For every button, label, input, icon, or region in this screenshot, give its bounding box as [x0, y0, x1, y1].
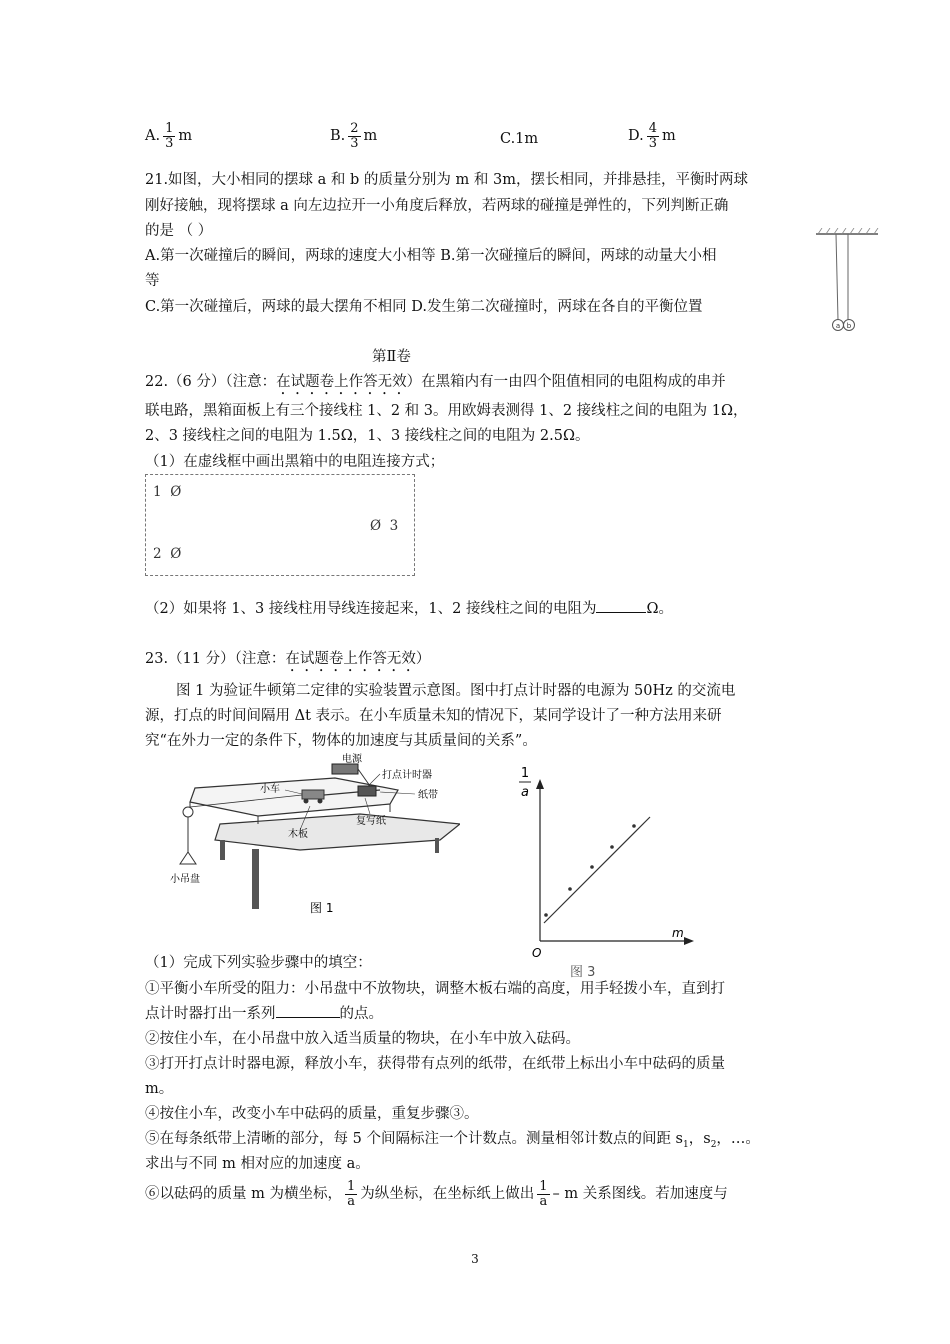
terminal-3: Ø 3 — [370, 518, 399, 534]
svg-text:木板: 木板 — [288, 829, 308, 840]
q23-step-1-b: 点计时器打出一系列 的点。 — [145, 1002, 383, 1023]
q21-text-3: 的是 （ ） — [145, 223, 213, 239]
svg-text:m: m — [672, 926, 684, 940]
data-point — [590, 865, 594, 869]
q22-text-3: 2、3 接线柱之间的电阻为 1.5Ω，1、3 接线柱之间的电阻为 2.5Ω。 — [145, 428, 590, 444]
q22-text-2: 联电路，黑箱面板上有三个接线柱 1、2 和 3。用欧姆表测得 1、2 接线柱之间的电阻为 1Ω， — [145, 403, 748, 419]
q23-step-1-a: ①平衡小车所受的阻力：小吊盘中不放物块，调整木板右端的高度，用手轻拨小车，直到打 — [145, 981, 725, 997]
svg-text:a: a — [521, 785, 529, 800]
svg-text:b: b — [846, 322, 852, 330]
svg-text:打点计时器: 打点计时器 — [382, 770, 432, 781]
apparatus-figure — [160, 752, 460, 922]
svg-text:小吊盘: 小吊盘 — [170, 874, 200, 885]
option-a: A. $\frac{1}{3}$ m — [145, 121, 193, 151]
option-b: B. $\frac{2}{3}$ m — [330, 121, 378, 151]
svg-text:图 3: 图 3 — [570, 965, 596, 980]
svg-text:图 1: 图 1 — [310, 901, 334, 915]
q23-heading: 23.（11 分）（注意：在试题卷上作答无效） — [145, 651, 431, 667]
terminal-2: 2 Ø — [153, 546, 182, 562]
svg-text:O: O — [532, 946, 542, 960]
svg-text:复写纸: 复写纸 — [356, 816, 386, 827]
q21-option-cd: C.第一次碰撞后，两球的最大摆角不相同 D.发生第二次碰撞时，两球在各自的平衡位置 — [145, 299, 703, 315]
data-point — [544, 913, 548, 917]
q21-option-ab: A.第一次碰撞后的瞬间，两球的速度大小相等 B.第一次碰撞后的瞬间，两球的动量大小相 — [145, 248, 717, 264]
data-point — [610, 845, 614, 849]
section-title: 第Ⅱ卷 — [372, 349, 411, 365]
q21-text-1: 21.如图，大小相同的摆球 a 和 b 的质量分别为 m 和 3m，摆长相同，并排悬挂，平衡时两球 — [145, 172, 748, 188]
q23-para-2: 源，打点的时间间隔用 Δt 表示。在小车质量未知的情况下，某同学设计了一种方法用来研 — [145, 708, 722, 724]
q22-subquestion-1: （1）在虚线框中画出黑箱中的电阻连接方式； — [145, 454, 445, 470]
q23-step-4: ④按住小车，改变小车中砝码的质量，重复步骤③。 — [145, 1106, 479, 1122]
fit-line — [544, 817, 650, 923]
svg-text:1: 1 — [520, 766, 530, 781]
q22-subquestion-2: （2）如果将 1、3 接线柱用导线连接起来，1、2 接线柱之间的电阻为 Ω。 — [145, 597, 673, 618]
q23-para-1: 图 1 为验证牛顿第二定律的实验装置示意图。图中打点计时器的电源为 50Hz 的交流电 — [176, 683, 736, 699]
answer-blank — [276, 1003, 340, 1019]
svg-text:电源: 电源 — [342, 754, 362, 765]
q23-step-5-a: ⑤在每条纸带上清晰的部分，每 5 个间隔标注一个计数点。测量相邻计数点的间距 $s_1$，$s_2$，…。 — [145, 1131, 760, 1150]
option-c: C.1m — [500, 131, 539, 147]
terminal-1: 1 Ø — [153, 484, 182, 500]
q22-heading: 22.（6 分）（注意：在试题卷上作答无效）在黑箱内有一由四个阻值相同的电阻构成的串并 — [145, 374, 726, 390]
data-point — [632, 824, 636, 828]
data-point — [568, 887, 572, 891]
q23-step-3-b: m。 — [145, 1081, 174, 1097]
q23-steps-title: （1）完成下列实验步骤中的填空： — [145, 955, 372, 971]
q23-step-2: ②按住小车，在小吊盘中放入适当质量的物块，在小车中放入砝码。 — [145, 1031, 580, 1047]
q23-step-3-a: ③打开打点计时器电源，释放小车，获得带有点列的纸带，在纸带上标出小车中砝码的质量 — [145, 1056, 725, 1072]
q21-option-ab-cont: 等 — [145, 273, 160, 289]
pendulum-figure — [812, 228, 882, 338]
svg-text:a: a — [835, 322, 841, 330]
option-d: D. $\frac{4}{3}$ m — [628, 121, 676, 151]
svg-text:小车: 小车 — [260, 784, 280, 795]
page-number: 3 — [471, 1252, 479, 1266]
data-points — [544, 824, 636, 917]
svg-text:纸带: 纸带 — [418, 790, 438, 801]
q23-step-6: ⑥以砝码的质量 m 为横坐标， $\frac{1}{a}$ 为纵坐标，在坐标纸上做出 $\frac{1}{a}$ – m 关系图线。若加速度与 — [145, 1179, 728, 1209]
graph-figure — [500, 755, 700, 980]
answer-blank — [596, 598, 646, 614]
q23-para-3: 究“在外力一定的条件下，物体的加速度与其质量间的关系”。 — [145, 733, 537, 749]
q21-text-2: 刚好接触，现将摆球 a 向左边拉开一小角度后释放，若两球的碰撞是弹性的，下列判断正确 — [145, 198, 729, 214]
q23-step-5-b: 求出与不同 m 相对应的加速度 a。 — [145, 1156, 370, 1172]
